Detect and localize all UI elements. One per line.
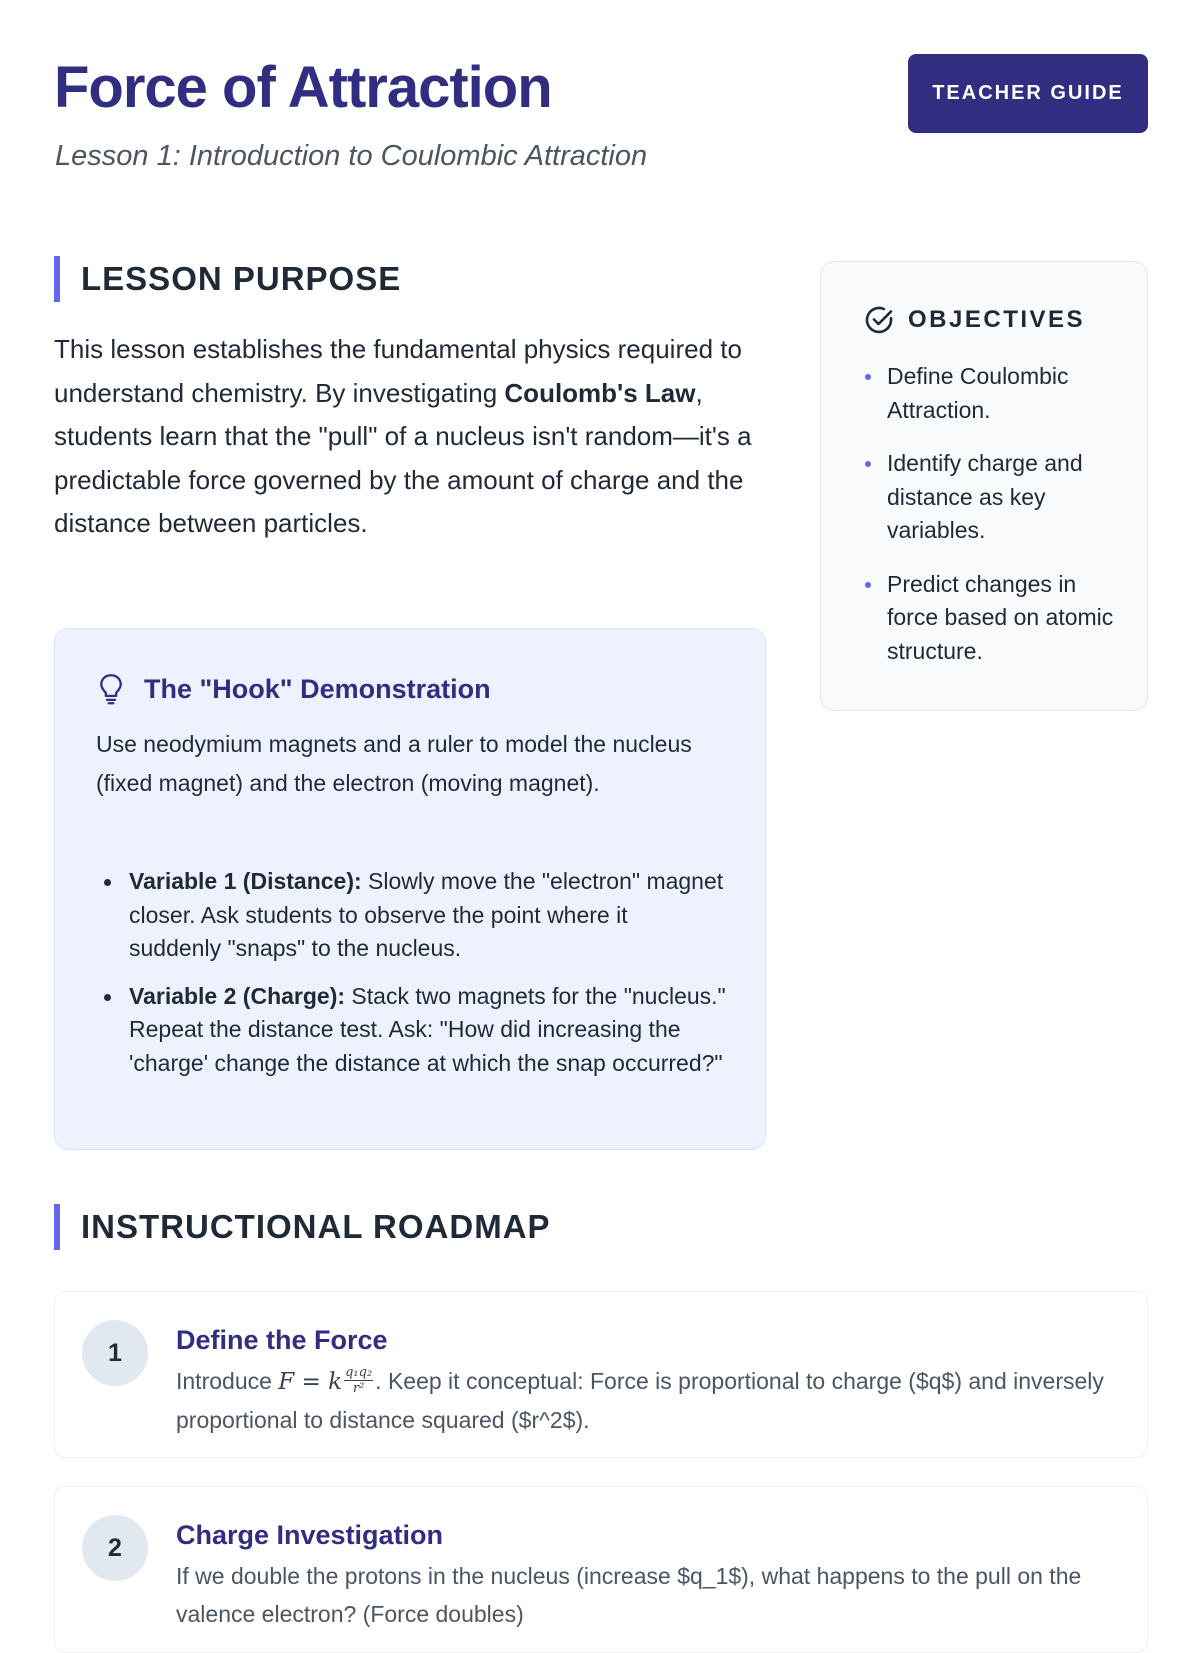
check-circle-icon xyxy=(863,304,895,336)
formula-fraction xyxy=(344,1366,373,1395)
formula-denominator: r² xyxy=(352,1380,365,1396)
step-text-part: Introduce xyxy=(176,1368,279,1394)
hook-title: The "Hook" Demonstration xyxy=(144,674,491,704)
page-title: Force of Attraction xyxy=(54,55,552,120)
hook-intro: Use neodymium magnets and a ruler to model the nucleus (fixed magnet) and the electron (moving magnet). xyxy=(96,731,692,796)
roadmap-step xyxy=(54,1486,1148,1653)
list-item xyxy=(96,865,726,966)
formula-lhs: F = k xyxy=(278,1369,343,1395)
lightbulb-icon xyxy=(97,673,125,705)
hook-variable-list xyxy=(96,865,726,1094)
list-item-label: Variable 2 (Charge): xyxy=(129,982,346,1009)
hook-demonstration-card xyxy=(54,628,766,1150)
objective-item: Identify charge and distance as key variables. xyxy=(863,447,1133,548)
step-title: Charge Investigation xyxy=(176,1520,444,1550)
objective-item: Predict changes in force based on atomic structure. xyxy=(863,568,1133,669)
list-item-text: Slowly move the "electron" magnet closer. Ask students to observe the point where it suddenly "snaps" to the nucleus. xyxy=(129,868,724,961)
step-number: 1 xyxy=(82,1320,148,1386)
roadmap-step xyxy=(54,1291,1148,1458)
objectives-title: OBJECTIVES xyxy=(908,306,1086,333)
lesson-purpose-text xyxy=(54,328,774,546)
step-title: Define the Force xyxy=(176,1325,388,1355)
step-number: 2 xyxy=(82,1515,148,1581)
purpose-text-part: , students learn that the "pull" of a nucleus isn't random—it's a predictable force governed by the amount of charge and the distance between particles. xyxy=(54,377,752,538)
teacher-guide-button[interactable]: TEACHER GUIDE xyxy=(908,54,1148,133)
lesson-purpose-heading: LESSON PURPOSE xyxy=(54,256,401,302)
step-text: If we double the protons in the nucleus (increase $q_1$), what happens to the pull on the valence electron? (Force doubles) xyxy=(176,1563,1082,1627)
list-item xyxy=(96,980,726,1081)
objectives-card xyxy=(820,261,1148,711)
objectives-list xyxy=(863,360,1133,688)
list-item-label: Variable 1 (Distance): xyxy=(129,868,362,894)
objective-item: Define Coulombic Attraction. xyxy=(863,360,1133,427)
page-subtitle: Lesson 1: Introduction to Coulombic Attraction xyxy=(55,140,648,172)
formula-numerator: q₁q₂ xyxy=(345,1364,373,1380)
step-text xyxy=(176,1362,1116,1439)
coulomb-formula xyxy=(278,1364,375,1396)
instructional-roadmap-heading: INSTRUCTIONAL ROADMAP xyxy=(54,1204,551,1250)
coulombs-law-term: Coulomb's Law xyxy=(504,377,696,408)
list-item-text: Stack two magnets for the "nucleus." Repeat the distance test. Ask: "How did increasing the 'charge' change the distance at which the snap occurred?" xyxy=(129,982,726,1076)
step-text-part: . Keep it conceptual: Force is proportional to charge ($q$) and inversely proportional to distance squared ($r^2$). xyxy=(176,1368,1104,1433)
purpose-text-part: This lesson establishes the fundamental physics required to understand chemistry. By investigating xyxy=(54,334,742,408)
